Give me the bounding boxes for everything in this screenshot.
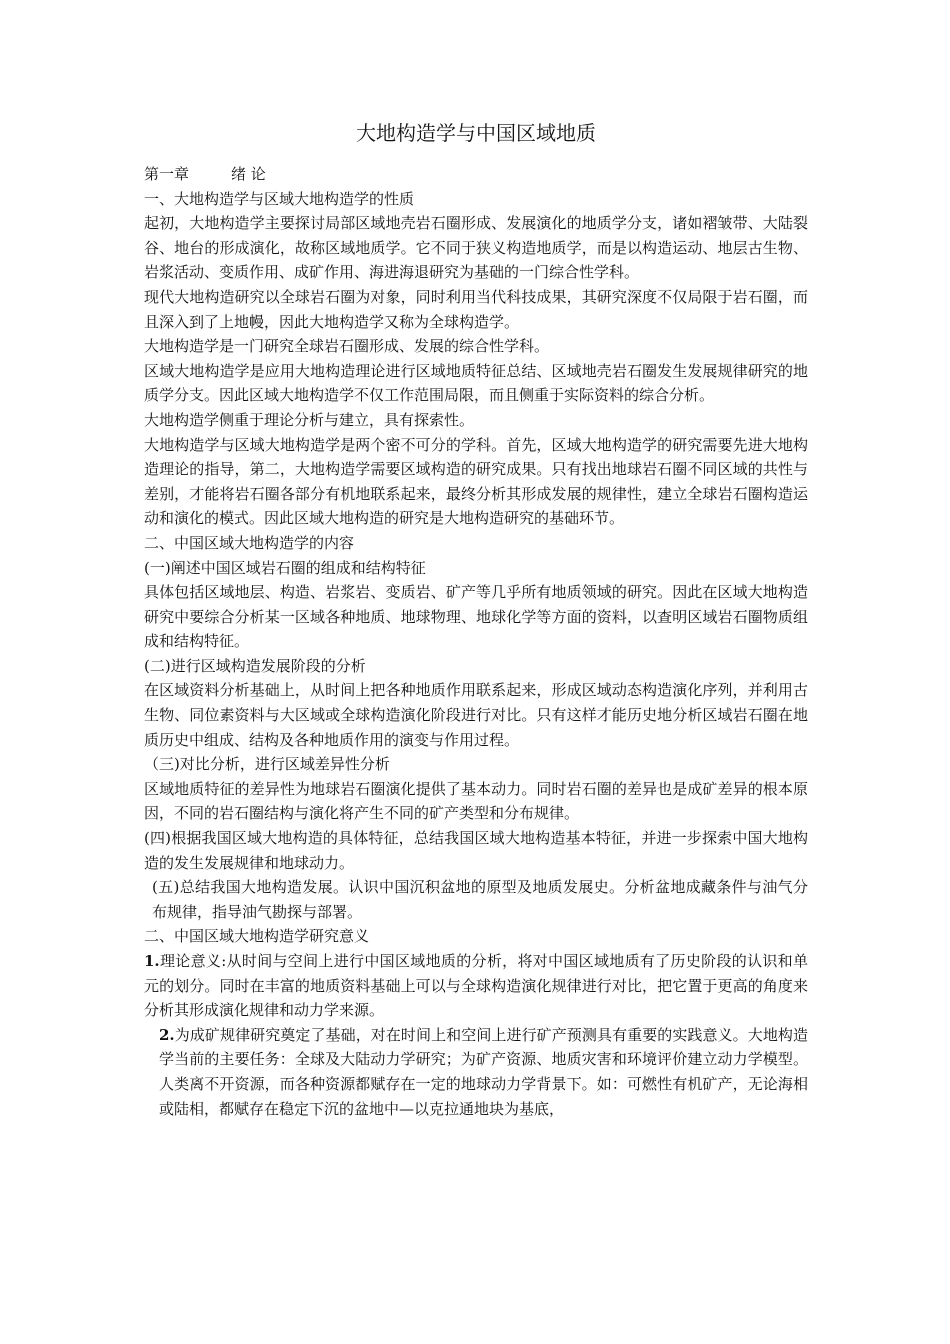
document-title: 大地构造学与中国区域地质 bbox=[356, 121, 596, 145]
chapter-heading bbox=[144, 162, 808, 187]
section-2-item-4: (四)根据我国区域大地构造的具体特征，总结我国区域大地构造基本特征，并进一步探索中国大地构造的发生发展规律和地球动力。 bbox=[144, 829, 808, 872]
section-1-paragraph-5: 大地构造学侧重于理论分析与建立，具有探索性。 bbox=[144, 410, 475, 429]
chapter-number: 第一章 bbox=[144, 165, 190, 183]
section-2-heading: 二、中国区域大地构造学的内容 bbox=[144, 533, 355, 552]
paragraph-text: 理论意义:从时间与空间上进行中国区域地质的分析，将对中国区域地质有了历史阶段的认识和单元的划分。同时在丰富的地质资料基础上可以与全球构造演化规律进行对比，把它置于更高的角度来分析其形成演化规律和动力学来源。 bbox=[144, 952, 808, 1020]
paragraph-number: 2. bbox=[159, 1025, 175, 1044]
section-1-paragraph-2: 现代大地构造研究以全球岩石圈为对象，同时利用当代科技成果，其研究深度不仅局限于岩石圈，而且深入到了上地幔，因此大地构造学又称为全球构造学。 bbox=[144, 287, 808, 331]
document-page bbox=[144, 118, 808, 1121]
paragraph-text: 为成矿规律研究奠定了基础，对在时间上和空间上进行矿产预测具有重要的实践意义。大地构造学当前的主要任务：全球及大陆动力学研究；为矿产资源、地质灾害和环境评价建立动力学模型。人类离不开资源，而各种资源都赋存在一定的地球动力学背景下。如：可燃性有机矿产，无论海相或陆相，都赋存在稳定下沉的盆地中—以克拉通地块为基底， bbox=[159, 1025, 808, 1118]
section-1-paragraph-1: 起初，大地构造学主要探讨局部区域地壳岩石圈形成、发展演化的地质学分支，诸如褶皱带、大陆裂谷、地台的形成演化，故称区域地质学。它不同于狭义构造地质学，而是以构造运动、地层古生物、岩浆活动、变质作用、成矿作用、海进海退研究为基础的一门综合性学科。 bbox=[144, 214, 808, 282]
section-1-paragraph-4: 区域大地构造学是应用大地构造理论进行区域地质特征总结、区域地壳岩石圈发生发展规律研究的地质学分支。因此区域大地构造学不仅工作范围局限，而且侧重于实际资料的综合分析。 bbox=[144, 361, 808, 405]
section-2-item-1-heading: (一)阐述中国区域岩石圈的组成和结构特征 bbox=[144, 558, 426, 577]
paragraph-number: 1. bbox=[144, 952, 160, 970]
section-1-heading: 一、大地构造学与区域大地构造学的性质 bbox=[144, 189, 415, 208]
section-2-item-3-heading: （三)对比分析，进行区域差异性分析 bbox=[144, 755, 390, 774]
section-2-item-3-body: 区域地质特征的差异性为地球岩石圈演化提供了基本动力。同时岩石圈的差异也是成矿差异的根本原因，不同的岩石圈结构与演化将产生不同的矿产类型和分布规律。 bbox=[144, 779, 808, 823]
section-3-paragraph-1 bbox=[144, 949, 808, 1023]
section-2-item-2-heading: (二)进行区域构造发展阶段的分析 bbox=[144, 656, 366, 675]
section-3-paragraph-2 bbox=[144, 1023, 808, 1121]
section-2-item-2-body: 在区域资料分析基础上，从时间上把各种地质作用联系起来，形成区域动态构造演化序列，并利用古生物、同位素资料与大区域或全球构造演化阶段进行对比。只有这样才能历史地分析区域岩石圈在地质历史中组成、结构及各种地质作用的演变与作用过程。 bbox=[144, 681, 808, 749]
section-2-item-5: (五)总结我国大地构造发展。认识中国沉积盆地的原型及地质发展史。分析盆地成藏条件与油气分布规律，指导油气勘探与部署。 bbox=[152, 878, 808, 921]
chapter-name: 绪 论 bbox=[231, 165, 266, 183]
section-1-paragraph-3: 大地构造学是一门研究全球岩石圈形成、发展的综合性学科。 bbox=[144, 337, 550, 356]
section-3-heading: 二、中国区域大地构造学研究意义 bbox=[144, 927, 370, 946]
section-1-paragraph-6: 大地构造学与区域大地构造学是两个密不可分的学科。首先，区域大地构造学的研究需要先进大地构造理论的指导，第二，大地构造学需要区域构造的研究成果。只有找出地球岩石圈不同区域的共性与差别，才能将岩石圈各部分有机地联系起来，最终分析其形成发展的规律性，建立全球岩石圈构造运动和演化的模式。因此区域大地构造的研究是大地构造研究的基础环节。 bbox=[144, 435, 808, 528]
section-2-item-1-body: 具体包括区域地层、构造、岩浆岩、变质岩、矿产等几乎所有地质领域的研究。因此在区域大地构造研究中要综合分析某一区域各种地质、地球物理、地球化学等方面的资料，以查明区域岩石圈物质组成和结构特征。 bbox=[144, 583, 808, 651]
